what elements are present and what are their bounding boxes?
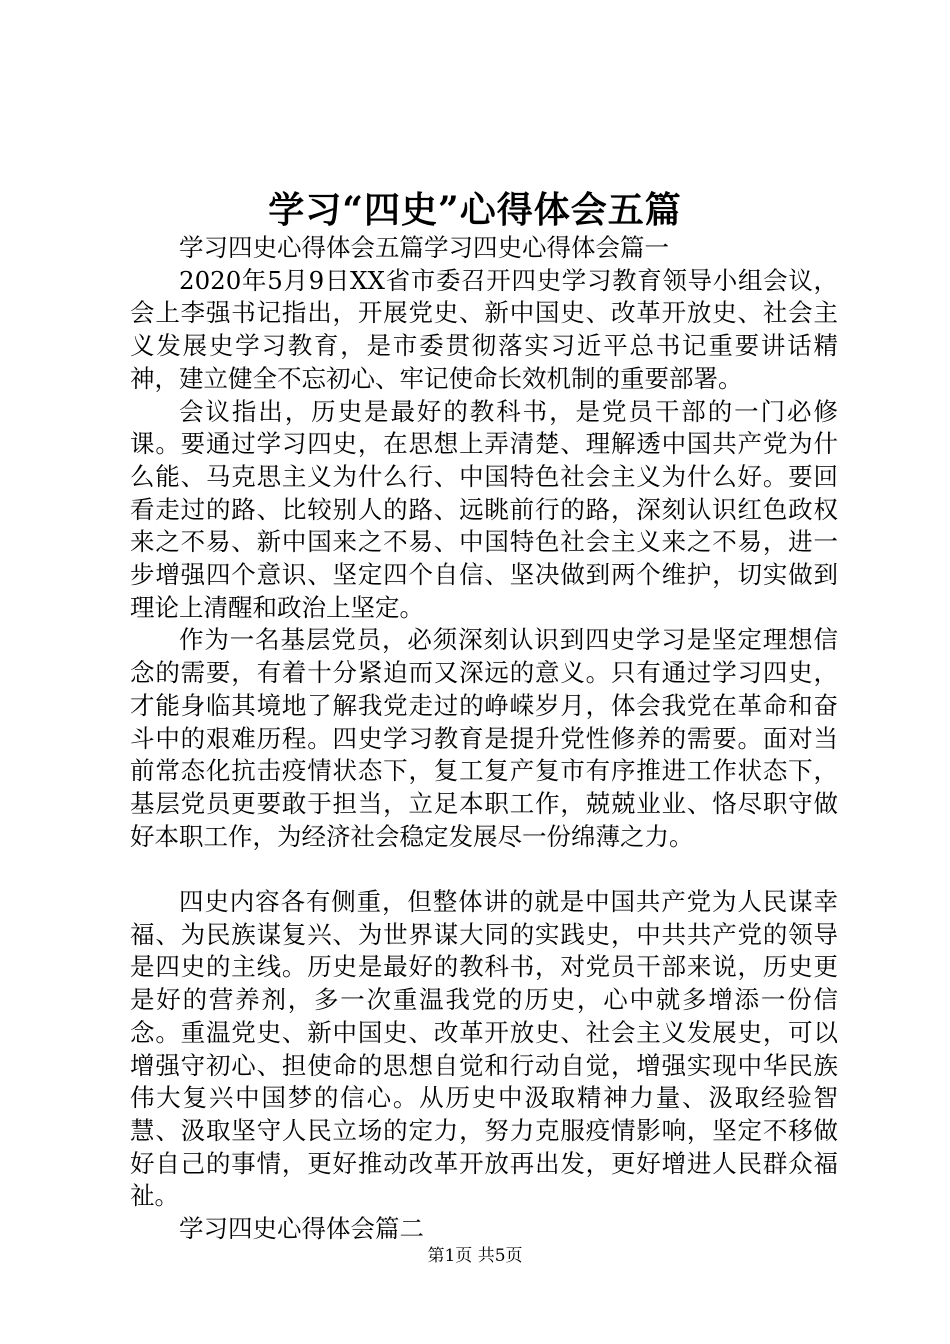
paragraph-2: 会议指出，历史是最好的教科书，是党员干部的一门必修课。要通过学习四史，在思想上弄清楚、理解透中国共产党为什么能、马克思主义为什么行、中国特色社会主义为什么好。要回看走过的路、比较别人的路、远眺前行的路，深刻认识红色政权来之不易、新中国来之不易、中国特色社会主义来之不易，进一步增强四个意识、坚定四个自信、坚决做到两个维护，切实做到理论上清醒和政治上坚定。 [130, 396, 838, 622]
paragraph-intro: 学习四史心得体会五篇学习四史心得体会篇一 [179, 233, 669, 262]
page-footer: 第1页 共5页 [427, 1246, 523, 1266]
paragraph-1: 2020年5月9日XX省市委召开四史学习教育领导小组会议，会上李强书记指出，开展党史、新中国史、改革开放史、社会主义发展史学习教育，是市委贯彻落实习近平总书记重要讲话精神，建立健全不忘初心、牢记使命长效机制的重要部署。 [130, 265, 838, 393]
paragraph-section-heading: 学习四史心得体会篇二 [179, 1214, 424, 1244]
document-body [130, 232, 838, 1246]
paragraph-3: 作为一名基层党员，必须深刻认识到四史学习是坚定理想信念的需要，有着十分紧迫而又深远的意义。只有通过学习四史，才能身临其境地了解我党走过的峥嵘岁月，体会我党在革命和奋斗中的艰难历程。四史学习教育是提升党性修养的需要。面对当前常态化抗击疫情状态下，复工复产复市有序推进工作状态下，基层党员更要敢于担当，立足本职工作，兢兢业业、恪尽职守做好本职工作，为经济社会稳定发展尽一份绵薄之力。 [130, 625, 838, 851]
document-title: 学习“四史”心得体会五篇 [268, 189, 682, 231]
paragraph-4: 四史内容各有侧重，但整体讲的就是中国共产党为人民谋幸福、为民族谋复兴、为世界谋大同的实践史，中共共产党的领导是四史的主线。历史是最好的教科书，对党员干部来说，历史更是好的营养剂，多一次重温我党的历史，心中就多增添一份信念。重温党史、新中国史、改革开放史、社会主义发展史，可以增强守初心、担使命的思想自觉和行动自觉，增强实现中华民族伟大复兴中国梦的信心。从历史中汲取精神力量、汲取经验智慧、汲取坚守人民立场的定力，努力克服疫情影响，坚定不移做好自己的事情，更好推动改革开放再出发，更好增进人民群众福祉。 [130, 887, 838, 1211]
